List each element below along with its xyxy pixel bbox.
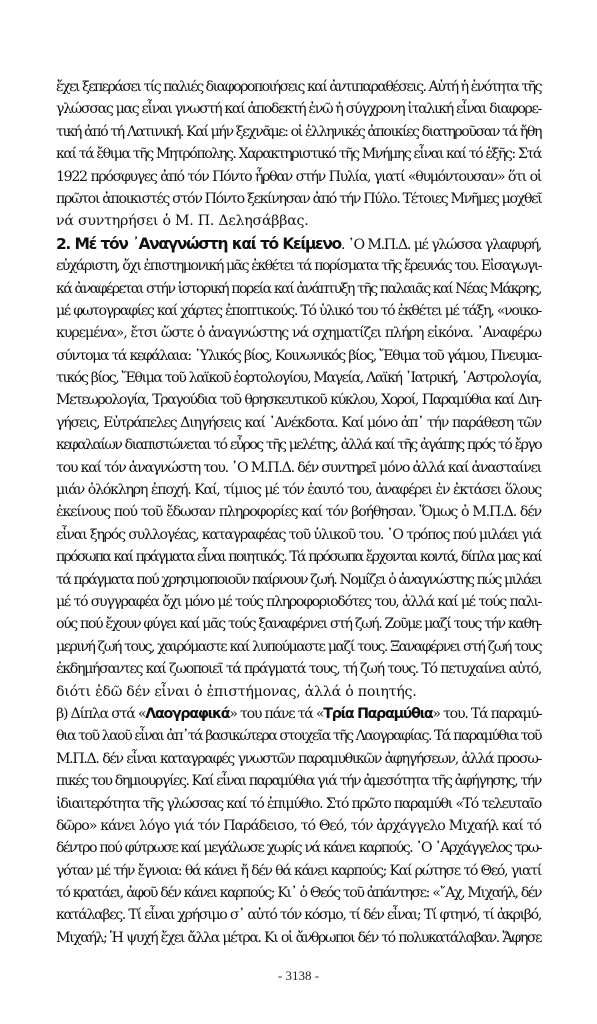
text-line: εἶναι ξηρός συλλογέας, καταγραφέας τοῦ ὑλικοῦ του. ῾Ο τρόπος πού μιλάει γιά — [56, 526, 541, 543]
section-heading: 2. Μέ τόν ᾿Αναγνώστη καί τό Κείμενο — [56, 234, 341, 253]
text-line: 1922 πρόσφυγες ἀπό τόν Πόντο ἦρθαν στήν Πυλία, γιατί «θυμόντουσαν» ὅτι οἱ — [56, 168, 541, 185]
text-line: κά ἀναφέρεται στήν ἱστορική πορεία καί ἀνάπτυξη τῆς παλαιᾶς καί Νέας Μάκρης, — [56, 280, 541, 297]
page-number: - 3138 - — [277, 968, 320, 983]
text-line: δῶρο» κάνει λόγο γιά τόν Παράδεισο, τό Θεό, τόν ἀρχάγγελο Μιχαήλ καί τό — [56, 817, 541, 834]
text-line: καί τά ἔθιμα τῆς Μητρόπολης. Χαρακτηριστικό τῆς Μνήμης εἶναι καί τό ἑξῆς: Στά — [56, 146, 541, 163]
text-line: μέ τό συγγραφέα ὄχι μόνο μέ τούς πληροφοριοδότες του, ἀλλά καί μέ τούς παλι- — [56, 593, 541, 610]
text-line: τό κρατάει, ἀφοῦ δέν κάνει καρπούς; Κι᾿ ὁ Θεός τοῦ ἀπάντησε: «῎Αχ, Μιχαήλ, δέν — [56, 885, 541, 902]
text-line: θια τοῦ λαοῦ εἶναι ἀπ᾿τά βασικώτερα στοιχεῖα τῆς Λαογραφίας. Τά παραμύθια τοῦ — [56, 728, 541, 745]
text-line: διότι ἐδῶ δέν εἶναι ὁ ἐπιστήμονας, ἀλλά ὁ ποιητής. — [56, 683, 417, 700]
text-line: τικός βίος, Ἔθιμα τοῦ λαϊκοῦ ἑορτολογίου, Μαγεία, Λαϊκή ᾿Ιατρική, ᾿Αστρολογία, — [56, 370, 541, 387]
text-line: Μιχαήλ; Ἡ ψυχή ἔχει ἄλλα μέτρα. Κι οἱ ἄνθρωποι δέν τό πολυκατάλαβαν. Ἄφησε — [56, 929, 541, 946]
text-line: εὐχάριστη, ὄχι ἐπιστημονική μᾶς ἐκθέτει τά πορίσματα τῆς ἔρευνάς του. Εἰσαγωγι- — [56, 258, 541, 275]
text-line: γόταν μέ τήν ἔγνοια: θά κάνει ἤ δέν θά κάνει καρπούς; Καί ρώτησε τό Θεό, γιατί — [56, 862, 541, 879]
text-line: νά συντηρήσει ὁ Μ. Π. Δελησάββας. — [56, 213, 309, 230]
text-line: πρῶτοι ἀποικιστές στόν Πόντο ξεκίνησαν ἀπό τήν Πύλο. Τέτοιες Μνῆμες μοχθεῖ — [56, 190, 542, 207]
text-fragment: » του. Τά παραμύ- — [432, 705, 542, 722]
text-line: τά πράγματα πού χρησιμοποιοῦν παίρνουν ζωή. Νομίζει ὁ ἀναγνώστης πώς μιλάει — [56, 571, 541, 588]
text-line: μιάν ὁλόκληρη ἐποχή. Καί, τίμιος μέ τόν ἑαυτό του, ἀναφέρει ἐν ἐκτάσει ὅλους — [56, 482, 541, 499]
text-fragment: β) Δίπλα στά « — [56, 705, 146, 722]
text-fragment: . ῾Ο Μ.Π.Δ. μέ γλώσσα γλαφυρή, — [340, 236, 542, 253]
text-line: του καί τόν ἀναγνώστη του. ῾Ο Μ.Π.Δ. δέν συντηρεῖ μόνο ἀλλά καί ἀνασταίνει — [56, 459, 541, 476]
book-title-tria-paramythia: Τρία Παραμύθια — [323, 705, 433, 722]
text-line: δέντρο πού φύτρωσε καί μεγάλωσε χωρίς νά κάνει καρπούς. ῾Ο ᾿Αρχάγγελος τρω- — [56, 840, 541, 857]
book-title-laografika: Λαογραφικά — [145, 705, 230, 722]
text-line: γλώσσας μας εἶναι γνωστή καί ἀποδεκτή ἐνῶ ἡ σύγχρονη ἰταλική εἶναι διαφορε- — [56, 101, 541, 118]
text-line: Μετεωρολογία, Τραγούδια τοῦ θρησκευτικοῦ κύκλου, Χοροί, Παραμύθια καί Διη- — [56, 392, 541, 409]
text-line: κεφαλαίων διαπιστώνεται τό εὖρος τῆς μελέτης, ἀλλά καί τῆς ἀγάπης πρός τό ἔργο — [56, 437, 541, 454]
text-line: ἔχει ξεπεράσει τίς παλιές διαφοροποιήσεις καί ἀντιπαραθέσεις. Αὐτή ἡ ἑνότητα τῆς — [56, 79, 541, 95]
text-line: μερινή ζωή τους, χαιρόμαστε καί λυπούμαστε μαζί τους. Ξαναφέρνει στή ζωή τους — [56, 638, 541, 655]
text-line: ἐκείνους πού τοῦ ἔδωσαν πληροφορίες καί τόν βοήθησαν. Ὅμως ὁ Μ.Π.Δ. δέν — [56, 504, 541, 521]
text-line: μέ φωτογραφίες καί χάρτες ἐποπτικούς. Τό ὑλικό του τό ἐκθέτει μέ τάξη, «νοικο- — [56, 302, 541, 319]
text-line: πικές του δημιουργίες. Καί εἶναι παραμύθια γιά τήν ἀμεσότητα τῆς ἀφήγησης, τήν — [56, 773, 541, 790]
section-b-first-line — [56, 703, 541, 725]
text-line: τική ἀπό τή Λατινική. Καί μήν ξεχνᾶμε: οἱ ἑλληνικές ἀποικίες διατηροῦσαν τά ἤθη — [56, 123, 541, 140]
text-line: ἐκδημήσαντες καί ζωοποιεῖ τά πράγματά τους, τή ζωή τους. Τό πετυχαίνει αὐτό, — [56, 661, 541, 678]
text-line: ούς πού ἔχουν φύγει καί μᾶς τούς ξαναφέρνει στή ζωή. Ζοῦμε μαζί τους τήν καθη- — [56, 616, 541, 633]
text-line: πρόσωπα καί πράγματα εἶναι ποιητικός. Τά πρόσωπα ἔρχονται κοντά, δίπλα μας καί — [56, 549, 541, 566]
text-line: γήσεις, Εὐτράπελες Διηγήσεις καί ᾿Ανέκδοτα. Καί μόνο ἀπ᾿ τήν παράθεση τῶν — [56, 414, 541, 431]
text-line: κυρεμένα», ἔτσι ὥστε ὁ ἀναγνώστης νά σχηματίζει πλήρη εἰκόνα. ᾿Αναφέρω — [56, 325, 541, 342]
text-line: κατάλαβες. Τί εἶναι χρήσιμο σ᾿ αὐτό τόν κόσμο, τί δέν εἶναι; Τί φτηνό, τί ἀκριβό, — [56, 907, 541, 924]
text-fragment: » του πάνε τά « — [229, 705, 324, 722]
text-line: Μ.Π.Δ. δέν εἶναι καταγραφές γνωστῶν παραμυθικῶν ἀφηγήσεων, ἀλλά προσω- — [56, 750, 541, 767]
text-line: ἰδιαιτερότητα τῆς γλώσσας καί τό ἐπιμύθιο. Στό πρῶτο παραμύθι «Τό τελευταῖο — [56, 795, 541, 812]
page-body — [56, 76, 541, 949]
text-line: σύντομα τά κεφάλαια: ῾Υλικός βίος, Κοινωνικός βίος, Ἔθιμα τοῦ γάμου, Πνευμα- — [56, 347, 541, 364]
section-heading-line — [56, 233, 541, 255]
